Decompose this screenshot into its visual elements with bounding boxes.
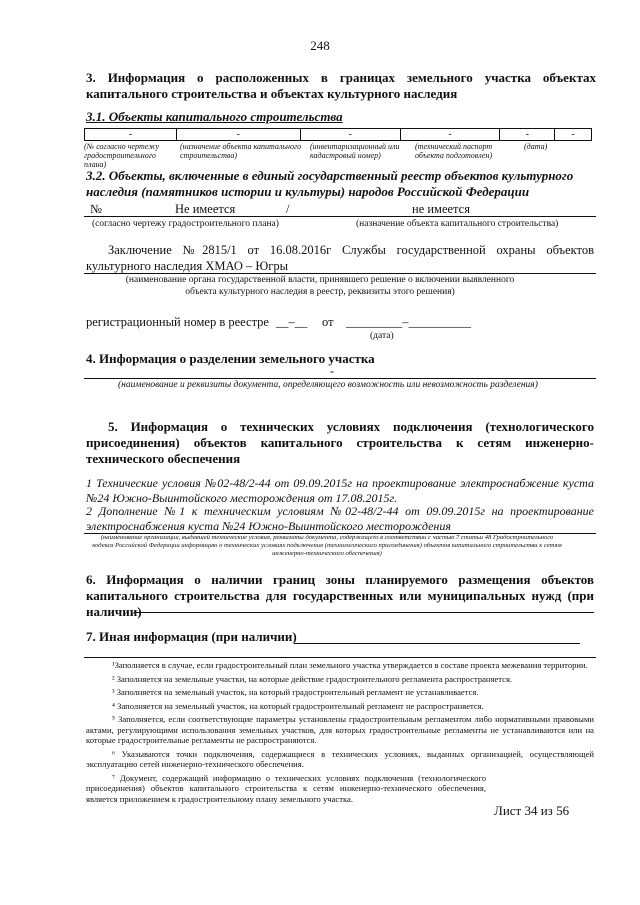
no-label: № bbox=[90, 202, 102, 216]
table-cell: - bbox=[85, 129, 177, 141]
caption-right: (назначение объекта капитального строительства) bbox=[356, 219, 559, 229]
table-label: (назначение объекта капитального строительства) bbox=[180, 142, 302, 160]
section5-title: 5. Информация о технических условиях подключения (технологического присоединения) объектов капитального строительства к сетям инженерно-технического обеспечения bbox=[86, 419, 594, 466]
footnote: ⁴ Заполняется на земельный участок, на который градостроительный регламент не распространяется. bbox=[112, 700, 484, 711]
footnote: ¹Заполняется в случае, если градостроительный план земельного участка утверждается в составе проекта межевания территории. bbox=[112, 660, 588, 670]
conclusion-caption: (наименование органа государственной власти, принявшего решение о включении выявленного объекта культурного наследия в реестр, реквизиты этого решения) bbox=[125, 275, 515, 297]
section3-1-title: 3.1. Объекты капитального строительства bbox=[86, 109, 343, 124]
section6-title: 6. Информация о наличии границ зоны планируемого размещения объектов капитального строительства для государственных или муниципальных нужд (при наличии) bbox=[86, 572, 594, 619]
section7-title: 7. Иная информация (при наличии) bbox=[86, 629, 297, 644]
table-label: (инвентаризационный или кадастровый номер) bbox=[310, 142, 400, 160]
footnotes bbox=[86, 660, 594, 804]
table-label: (технический паспорт объекта подготовлен) bbox=[415, 142, 493, 160]
slash: / bbox=[286, 202, 290, 216]
reg-from: от bbox=[322, 315, 334, 329]
no-value: Не имеется bbox=[175, 202, 236, 216]
section4-value: - bbox=[330, 364, 335, 378]
table-cell: - bbox=[300, 129, 400, 141]
footnote: ⁶ Указываются точки подключения, содержащиеся в технических условиях, выданных организацией, осуществляющей эксплуатацию сетей инженерно-технического обеспечения. bbox=[86, 748, 594, 769]
table-cell: - bbox=[176, 129, 300, 141]
tu-item-2: 2 Дополнение №1 к техническим условиям №02-48/2-44 от 09.09.2015г на проектирование электроснабжения куста №24 Южно-Выинтойского месторождения bbox=[86, 504, 594, 533]
reg-date: _________–__________ bbox=[346, 315, 471, 329]
footnote: ² Заполняется на земельные участки, на которые действие градостроительного регламента распространяется. bbox=[112, 673, 513, 684]
table-cell: - bbox=[400, 129, 500, 141]
tu-item-1: 1 Технические условия №02-48/2-44 от 09.09.2015г на проектирование электроснабжение куста №24 Южно-Выинтойского месторождения от 17.08.2015г. bbox=[86, 476, 594, 505]
conclusion: Заключение №2815/1 от 16.08.2016г Службы государственной охраны объектов культурного наследия ХМАО – Югры bbox=[86, 243, 594, 273]
section3-title: 3. Информация о расположенных в границах земельного участка объектах капитального строительства и объектах культурного наследия bbox=[86, 70, 596, 101]
reg-value: __–__ bbox=[276, 315, 308, 329]
table-label: (№ согласно чертежу градостроительного плана) bbox=[84, 142, 160, 169]
section5-caption: (наименование организации, выдавшей технические условия, реквизиты документа, содержащего в соответствии с частью 7 статьи 48 Градостроительного кодекса Российской Федерации информацию о технических условиях подключения (технологического присоединения) объектов капитального строительства к сетям инженерно-технического обеспечения) bbox=[92, 534, 562, 557]
section4-title: 4. Информация о разделении земельного участка bbox=[86, 351, 375, 366]
sheet-number: Лист 34 из 56 bbox=[494, 803, 570, 818]
footnote: ⁷ Документ, содержащий информацию о технических условиях подключения (технологического присоединения) объектов капитального строительства к сетям инженерно-технического обеспечения, является приложением к градостроительному плану земельного участка. bbox=[86, 772, 486, 804]
purpose-value: не имеется bbox=[412, 202, 470, 216]
objects-table bbox=[84, 128, 592, 141]
footnote: ³ Заполняется на земельный участок, на который градостроительный регламент не устанавливается. bbox=[112, 687, 479, 697]
footnote: ⁵ Заполняется, если соответствующие параметры установлены градостроительным регламентом либо нормативными правовыми актами, регулирующими использования земельных участков, для которых градостроительные регламенты не устанавливаются или на которые градостроительные регламенты не распространяются. bbox=[86, 714, 594, 745]
reg-label: регистрационный номер в реестре bbox=[86, 315, 269, 329]
page-number: 248 bbox=[310, 38, 330, 53]
table-cell: - bbox=[500, 129, 555, 141]
section3-2-title: 3.2. Объекты, включенные в единый государственный реестр объектов культурного наследия (памятников истории и культуры) народов Российской Федерации bbox=[86, 168, 574, 199]
table-cell: - bbox=[555, 129, 592, 141]
section4-caption: (наименование и реквизиты документа, определяющего возможность или невозможность разделения) bbox=[118, 380, 538, 390]
table-label: (дата) bbox=[524, 142, 548, 151]
caption-left: (согласно чертежу градостроительного плана) bbox=[92, 219, 279, 229]
reg-date-caption: (дата) bbox=[370, 331, 394, 341]
